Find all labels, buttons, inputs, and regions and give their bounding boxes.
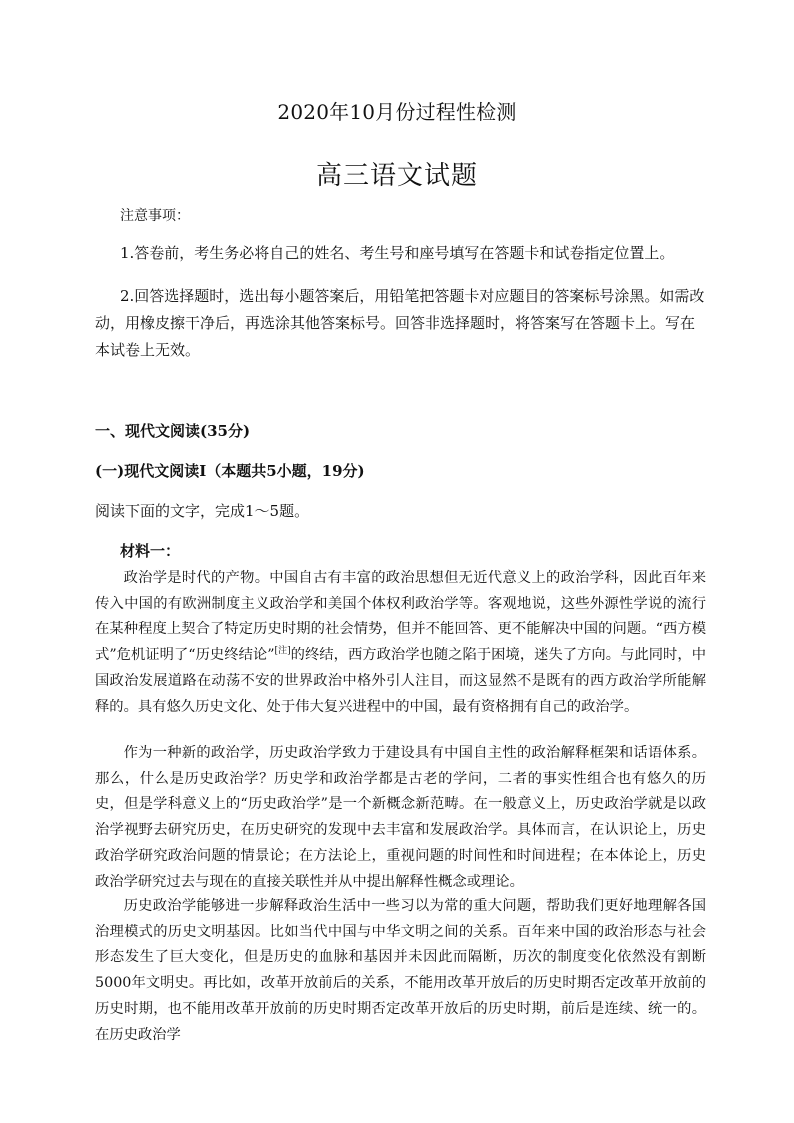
exam-subtitle: 高三语文试题	[315, 161, 478, 191]
paragraph-1-text-b: 的终结，西方政治学也随之陷于困境，迷失了方向。与此同时，中国政治发展道路在动荡不安的世界政治中格外引人注目，而这显然不是既有的西方政治学所能解释的。具有悠久历史文化、处于伟大复兴进程中的中国，最有资格拥有自己的政治学。	[95, 647, 706, 715]
note-item-1: 1.答卷前，考生务必将自己的姓名、考生号和座号填写在答题卡和试卷指定位置上。	[120, 244, 675, 262]
subsection-heading: (一)现代文阅读Ⅰ（本题共5小题，19分)	[95, 462, 365, 480]
section-heading: 一、现代文阅读(35分)	[95, 422, 251, 440]
material-paragraph-3	[95, 894, 706, 1048]
notes-label: 注意事项：	[120, 208, 190, 224]
reading-instruction: 阅读下面的文字，完成1～5题。	[95, 502, 310, 520]
paragraph-2-text: 作为一种新的政治学，历史政治学致力于建设具有中国自主性的政治解释框架和话语体系。那么，什么是历史政治学？历史学和政治学都是古老的学问，二者的事实性组合也有悠久的历史，但是学科意义上的“历史政治学”是一个新概念新范畴。在一般意义上，历史政治学就是以政治学视野去研究历史，在历史研究的发现中去丰富和发展政治学。具体而言，在认识论上，历史政治学研究政治问题的情景论；在方法论上，重视问题的时间性和时间进程；在本体论上，历史政治学研究过去与现在的直接关联性并从中提出解释性概念或理论。	[95, 745, 706, 890]
note-item-2: 2.回答选择题时，选出每小题答案后，用铅笔把答题卡对应题目的答案标号涂黑。如需改动，用橡皮擦干净后，再选涂其他答案标号。回答非选择题时，将答案写在答题卡上。写在本试卷上无效。	[95, 287, 705, 359]
exam-title: 2020年10月份过程性检测	[277, 100, 517, 124]
material-label: 材料一：	[120, 542, 181, 560]
material-paragraph-1	[95, 566, 706, 720]
paragraph-1-text-a: 政治学是时代的产物。中国自古有丰富的政治思想但无近代意义上的政治学科，因此百年来传入中国的有欧洲制度主义政治学和美国个体权利政治学等。客观地说，这些外源性学说的流行在某种程度上契合了特定历史时期的社会情势，但并不能回答、更不能解决中国的问题。“西方模式”危机证明了“历史终结论”	[95, 570, 706, 664]
footnote-marker: [注]	[274, 646, 291, 657]
paragraph-3-text: 历史政治学能够进一步解释政治生活中一些习以为常的重大问题，帮助我们更好地理解各国治理模式的历史文明基因。比如当代中国与中华文明之间的关系。百年来中国的政治形态与社会形态发生了巨大变化，但是历史的血脉和基因并未因此而隔断，历次的制度变化依然没有割断5000年文明史。再比如，改革开放前后的关系，不能用改革开放后的历史时期否定改革开放前的历史时期，也不能用改革开放前的历史时期否定改革开放后的历史时期，前后是连续、统一的。在历史政治学	[95, 898, 706, 1043]
material-paragraph-2	[95, 741, 706, 895]
